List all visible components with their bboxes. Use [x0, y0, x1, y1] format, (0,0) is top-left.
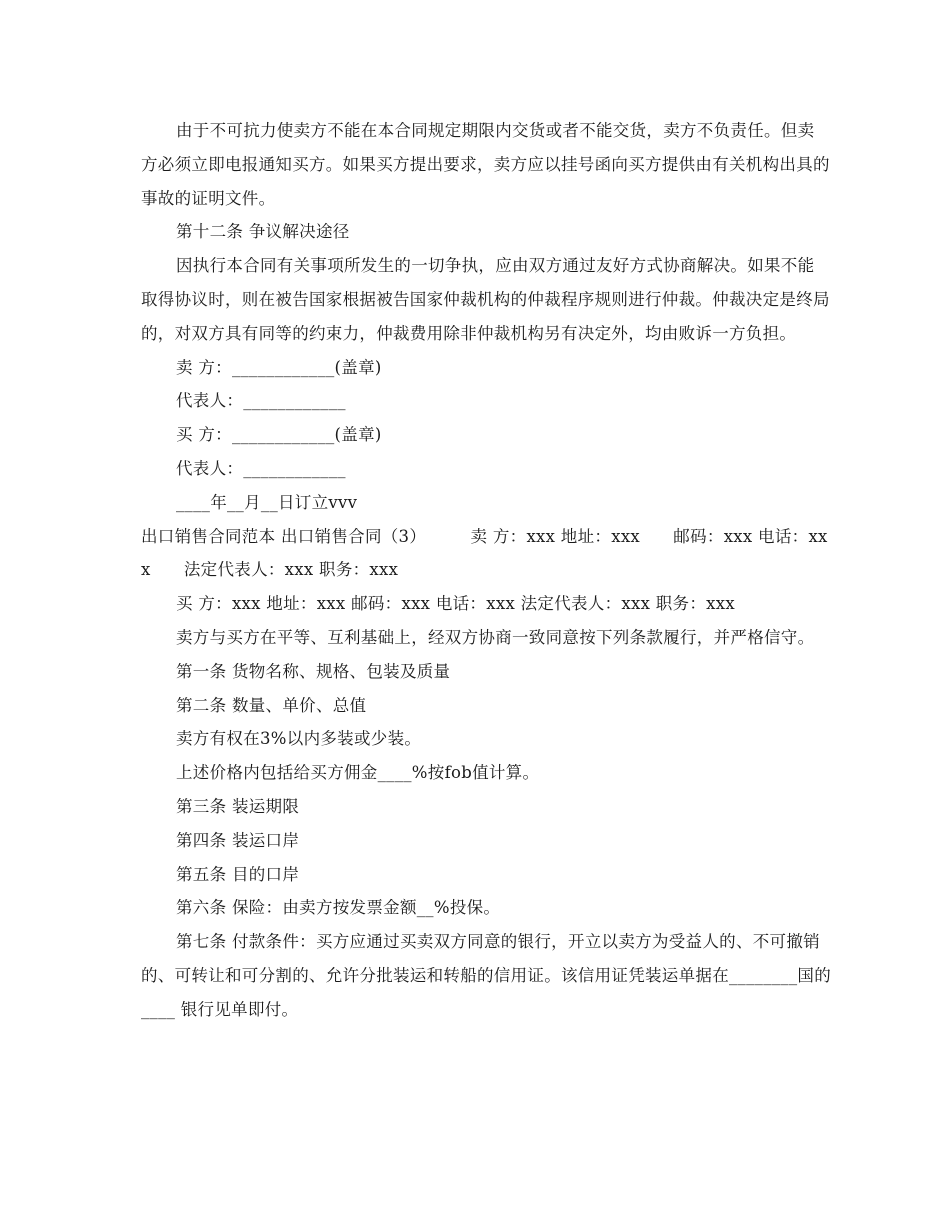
- seller-signature-line: 卖 方：____________(盖章): [176, 357, 382, 377]
- document-page: [141, 114, 831, 1027]
- paragraph-commission: 上述价格内包括给买方佣金____%按fob值计算。: [176, 763, 540, 783]
- paragraph-force-majeure: 由于不可抗力使卖方不能在本合同规定期限内交货或者不能交货，卖方不负责任。但卖方必须立即电报通知买方。如果买方提出要求，卖方应以挂号函向买方提供由有关机构出具的事故的证明文件。: [141, 121, 830, 208]
- heading-article-2: 第二条 数量、单价、总值: [176, 695, 367, 715]
- paragraph-insurance: 第六条 保险：由卖方按发票金额__%投保。: [176, 898, 501, 918]
- buyer-signature-line: 买 方：____________(盖章): [176, 425, 382, 445]
- heading-article-4: 第四条 装运口岸: [176, 830, 300, 850]
- buyer-info-line: 买 方：xxx 地址：xxx 邮码：xxx 电话：xxx 法定代表人：xxx 职务：xxx: [176, 594, 735, 614]
- seller-representative-line: 代表人：____________: [176, 391, 346, 411]
- heading-article-3: 第三条 装运期限: [176, 796, 300, 816]
- heading-article-12: 第十二条 争议解决途径: [176, 222, 350, 242]
- paragraph-dispute-resolution: 因执行本合同有关事项所发生的一切争执，应由双方通过友好方式协商解决。如果不能取得协议时，则在被告国家根据被告国家仲裁机构的仲裁程序规则进行仲裁。仲裁决定是终局的，对双方具有同等的约束力，仲裁费用除非仲裁机构另有决定外，均由败诉一方负担。: [141, 256, 830, 343]
- contract-header-seller-info: 出口销售合同范本 出口销售合同（3） 卖 方：xxx 地址：xxx 邮码：xxx 电话：xxx 法定代表人：xxx 职务：xxx: [141, 526, 828, 580]
- paragraph-quantity-tolerance: 卖方有权在3%以内多装或少装。: [176, 729, 422, 749]
- heading-article-5: 第五条 目的口岸: [176, 864, 300, 884]
- paragraph-payment-terms: 第七条 付款条件：买方应通过买卖双方同意的银行，开立以卖方为受益人的、不可撤销的、可转让和可分割的、允许分批装运和转船的信用证。该信用证凭装运单据在________国的____ 银行见单即付。: [141, 932, 831, 1019]
- paragraph-preamble: 卖方与买方在平等、互利基础上，经双方协商一致同意按下列条款履行，并严格信守。: [176, 627, 815, 647]
- date-line: ____年__月__日订立vvv: [176, 492, 358, 512]
- buyer-representative-line: 代表人：____________: [176, 458, 346, 478]
- heading-article-1: 第一条 货物名称、规格、包装及质量: [176, 661, 451, 681]
